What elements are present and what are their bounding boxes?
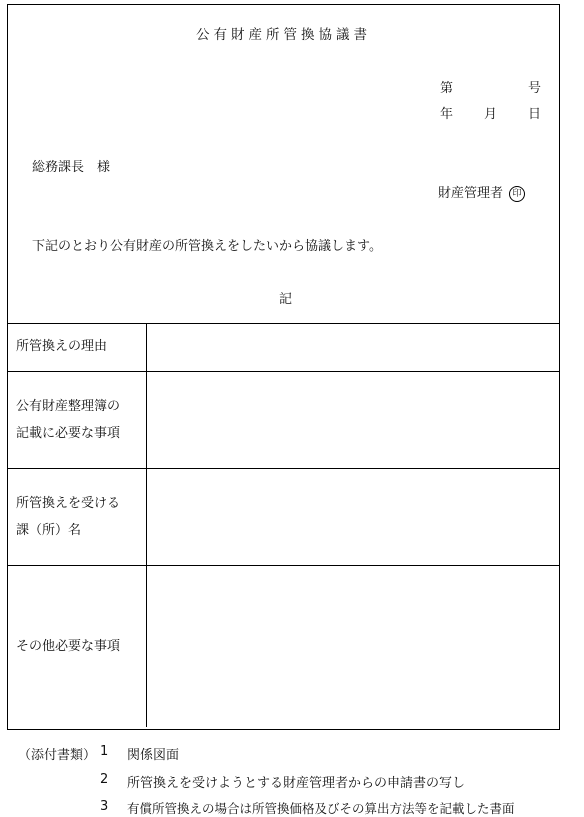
row-label-line: 課（所）名 (16, 522, 82, 538)
table-row (8, 468, 559, 565)
date-year: 年 (440, 107, 454, 122)
property-manager-label: 財産管理者 (438, 186, 504, 201)
details-table (8, 323, 559, 727)
row-label-receiving-section (8, 468, 147, 565)
attachment-text: 所管換えを受けようとする財産管理者からの申請書の写し (127, 776, 466, 791)
row-label-reason (8, 323, 147, 371)
agreement-form (7, 4, 560, 730)
row-label-ledger (8, 371, 147, 468)
number-prefix: 第 (440, 81, 454, 96)
row-label-line: 記載に必要な事項 (16, 425, 121, 441)
attachment-text: 関係図面 (127, 748, 180, 763)
table-row (8, 371, 559, 468)
row-label-line: 所管換えの理由 (16, 339, 108, 355)
date-month: 月 (484, 107, 498, 122)
attachment-text: 有償所管換えの場合は所管換価格及びその算出方法等を記載した書面 (127, 801, 515, 816)
table-row (8, 565, 559, 727)
seal-stamp: 印 (509, 186, 525, 202)
body-text: 下記のとおり公有財産の所管換えをしたいから協議します。 (32, 239, 382, 254)
attachments-heading: （添付書類） (18, 748, 97, 763)
ki-heading: 記 (279, 292, 293, 307)
attachment-num: 1 (100, 744, 109, 759)
row-value-ledger (147, 371, 560, 468)
row-value-other (147, 565, 560, 727)
row-value-receiving-section (147, 468, 560, 565)
table-row (8, 323, 559, 371)
row-label-line: 所管換えを受ける (16, 495, 121, 511)
date-day: 日 (528, 107, 542, 122)
attachment-num: 3 (100, 799, 109, 814)
number-suffix: 号 (528, 81, 542, 96)
form-title: 公有財産所管換協議書 (196, 27, 371, 43)
row-label-other (8, 565, 147, 727)
attachment-num: 2 (100, 772, 109, 787)
row-label-line: その他必要な事項 (16, 638, 121, 654)
row-value-reason (147, 323, 560, 371)
row-label-line: 公有財産整理簿の (16, 398, 121, 414)
property-manager (438, 182, 525, 202)
addressee: 総務課長 様 (32, 160, 111, 175)
